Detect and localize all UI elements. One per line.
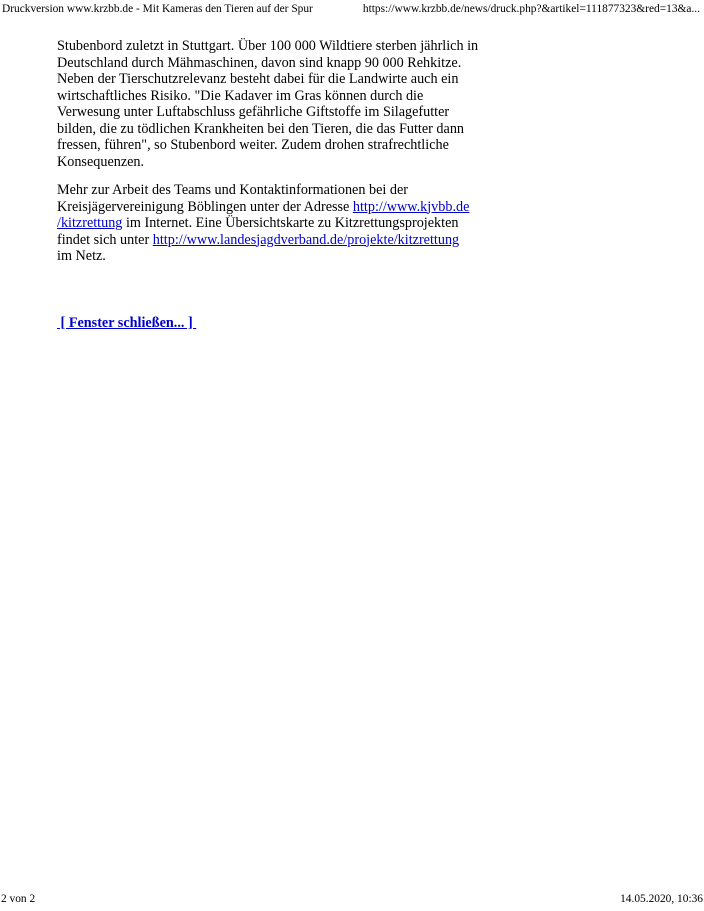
article-link[interactable]: /kitzrettung bbox=[57, 215, 123, 231]
text-line bbox=[57, 55, 497, 72]
close-window-link[interactable]: [ Fenster schließen... ] bbox=[57, 314, 197, 331]
text-line bbox=[57, 137, 497, 154]
text-line bbox=[57, 104, 497, 121]
text-run: Kreisjägervereinigung Böblingen unter der Adresse bbox=[57, 198, 353, 215]
article-link[interactable]: http://www.kjvbb.de bbox=[352, 198, 470, 215]
text-line bbox=[57, 232, 497, 249]
page-header bbox=[2, 3, 700, 16]
text-line bbox=[57, 215, 497, 232]
text-run: im Netz. bbox=[57, 248, 106, 264]
text-line bbox=[57, 182, 497, 199]
text-line bbox=[57, 71, 497, 88]
article-paragraph-1 bbox=[57, 38, 497, 170]
text-run: bilden, die zu tödlichen Krankheiten bei den Tieren, die das Futter dann bbox=[57, 120, 465, 137]
text-run: fressen, führen", so Stubenbord weiter. Zudem drohen strafrechtliche bbox=[57, 137, 449, 153]
text-run: Konsequenzen. bbox=[57, 153, 145, 170]
text-run: Stubenbord zuletzt in Stuttgart. Über 100 000 Wildtiere sterben jährlich in bbox=[57, 38, 479, 54]
text-line bbox=[57, 248, 497, 265]
text-run: Verwesung unter Luftabschluss gefährliche Giftstoffe im Silagefutter bbox=[57, 104, 450, 120]
header-document-title: Druckversion www.krzbb.de - Mit Kameras den Tieren auf der Spur bbox=[2, 3, 313, 15]
footer-page-number: 2 von 2 bbox=[1, 893, 36, 905]
text-run: Neben der Tierschutzrelevanz besteht dabei für die Landwirte auch ein bbox=[57, 71, 459, 87]
text-run: im Internet. Eine Übersichtskarte zu Kitzrettungsprojekten bbox=[122, 215, 459, 231]
text-run: wirtschaftliches Risiko. "Die Kadaver im Gras können durch die bbox=[57, 87, 424, 104]
page-footer bbox=[1, 893, 703, 906]
text-run: Deutschland durch Mähmaschinen, davon sind knapp 90 000 Rehkitze. bbox=[57, 54, 462, 71]
article-content bbox=[57, 38, 497, 331]
article-link[interactable]: http://www.landesjagdverband.de/projekte/kitzrettung bbox=[152, 231, 460, 248]
close-window-row bbox=[57, 315, 497, 332]
text-line bbox=[57, 88, 497, 105]
text-run: Mehr zur Arbeit des Teams und Kontaktinformationen bei der bbox=[57, 182, 408, 198]
footer-timestamp: 14.05.2020, 10:36 bbox=[620, 893, 703, 905]
text-run: findet sich unter bbox=[57, 231, 153, 248]
header-source-url: https://www.krzbb.de/news/druck.php?&artikel=111877323&red=13&a... bbox=[362, 3, 700, 15]
text-line bbox=[57, 121, 497, 138]
text-line bbox=[57, 38, 497, 55]
text-line bbox=[57, 154, 497, 171]
text-line bbox=[57, 199, 497, 216]
article-paragraph-2 bbox=[57, 182, 497, 265]
